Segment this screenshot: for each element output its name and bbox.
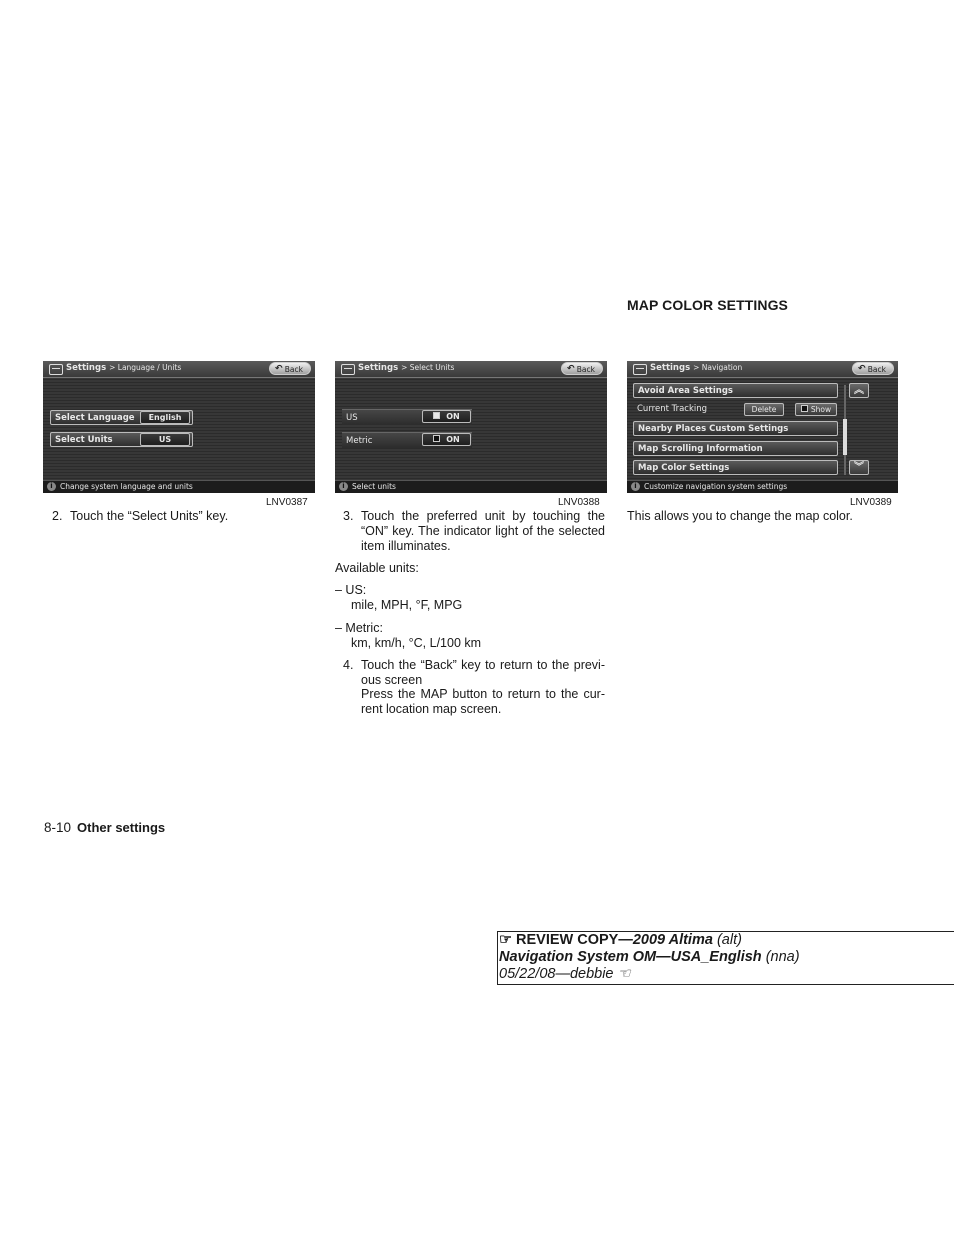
step-3-line-2: “ON” key. The indicator light of the selected — [361, 524, 605, 538]
figure-code: LNV0387 — [266, 497, 308, 508]
step-3-number: 3. — [343, 509, 354, 523]
units-value: US — [140, 433, 190, 446]
delete-button[interactable]: Delete — [744, 403, 784, 416]
scrollbar-thumb[interactable] — [843, 419, 847, 455]
menu-icon — [49, 364, 63, 375]
status-bar: i Customize navigation system settings — [627, 480, 898, 493]
screen-header — [43, 361, 315, 378]
page-number: 8-10 — [44, 820, 72, 835]
us-units-label: – US: — [335, 583, 367, 597]
avoid-area-settings-button[interactable]: Avoid Area Settings — [633, 383, 838, 398]
back-button[interactable]: ↶ Back — [852, 362, 894, 375]
select-language-label: Select Language — [55, 413, 135, 423]
page-footer — [44, 820, 165, 835]
review-line-2: Navigation System OM—USA_English (nna) — [499, 949, 800, 965]
back-button[interactable]: ↶ Back — [269, 362, 311, 375]
back-button[interactable]: ↶ Back — [561, 362, 603, 375]
unit-label-us: US — [346, 413, 358, 423]
map-scrolling-information-button[interactable]: Map Scrolling Information — [633, 441, 838, 456]
screenshot-language-units — [43, 361, 315, 493]
review-line-3: 05/22/08—debbie ☜ — [499, 966, 631, 982]
step-4-line-4: rent location map screen. — [361, 702, 502, 716]
figure-code: LNV0388 — [558, 497, 600, 508]
menu-icon — [633, 364, 647, 375]
unit-label-metric: Metric — [346, 436, 373, 446]
screen-header — [627, 361, 898, 378]
us-on-button[interactable]: ON — [422, 410, 471, 423]
screen-title: Settings > Navigation — [650, 363, 743, 373]
step-3-line-3: item illuminates. — [361, 539, 451, 553]
indicator-light-off-icon — [433, 435, 440, 442]
checkbox-icon — [801, 405, 808, 412]
status-bar: i Select units — [335, 480, 607, 493]
current-tracking-label: Current Tracking — [637, 404, 708, 414]
show-toggle[interactable]: Show — [795, 403, 837, 416]
screen-title: Settings > Select Units — [358, 363, 455, 373]
available-units-label: Available units: — [335, 561, 419, 575]
screenshot-navigation-settings — [627, 361, 898, 493]
indicator-light-on-icon — [433, 412, 440, 419]
step-4-line-2: ous screen — [361, 673, 423, 687]
section-heading: MAP COLOR SETTINGS — [627, 297, 788, 313]
review-copy-box — [497, 931, 954, 985]
map-color-description: This allows you to change the map color. — [627, 509, 853, 523]
page-up-icon[interactable]: ︽ — [849, 383, 869, 398]
review-line-1: ☞ REVIEW COPY—2009 Altima (alt) — [499, 932, 742, 948]
us-units-list: mile, MPH, °F, MPG — [351, 598, 463, 612]
metric-on-button[interactable]: ON — [422, 433, 471, 446]
nearby-places-custom-settings-button[interactable]: Nearby Places Custom Settings — [633, 421, 838, 436]
menu-icon — [341, 364, 355, 375]
figure-code: LNV0389 — [850, 497, 892, 508]
status-bar: i Change system language and units — [43, 480, 315, 493]
screen-header — [335, 361, 607, 378]
screenshot-select-units — [335, 361, 607, 493]
section-name: Other settings — [77, 820, 166, 835]
select-units-label: Select Units — [55, 435, 113, 445]
step-4-number: 4. — [343, 658, 354, 672]
metric-units-list: km, km/h, °C, L/100 km — [351, 636, 482, 650]
step-4-line-3: Press the MAP button to return to the cur- — [361, 687, 605, 701]
step-3-line-1: Touch the preferred unit by touching the — [361, 509, 605, 523]
step-4-line-1: Touch the “Back” key to return to the previ- — [361, 658, 605, 672]
page-down-icon[interactable]: ︾ — [849, 460, 869, 475]
screen-title: Settings > Language / Units — [66, 363, 182, 373]
map-color-settings-button[interactable]: Map Color Settings — [633, 460, 838, 475]
current-tracking-row — [633, 402, 838, 417]
language-value: English — [140, 411, 190, 424]
metric-units-label: – Metric: — [335, 621, 383, 635]
